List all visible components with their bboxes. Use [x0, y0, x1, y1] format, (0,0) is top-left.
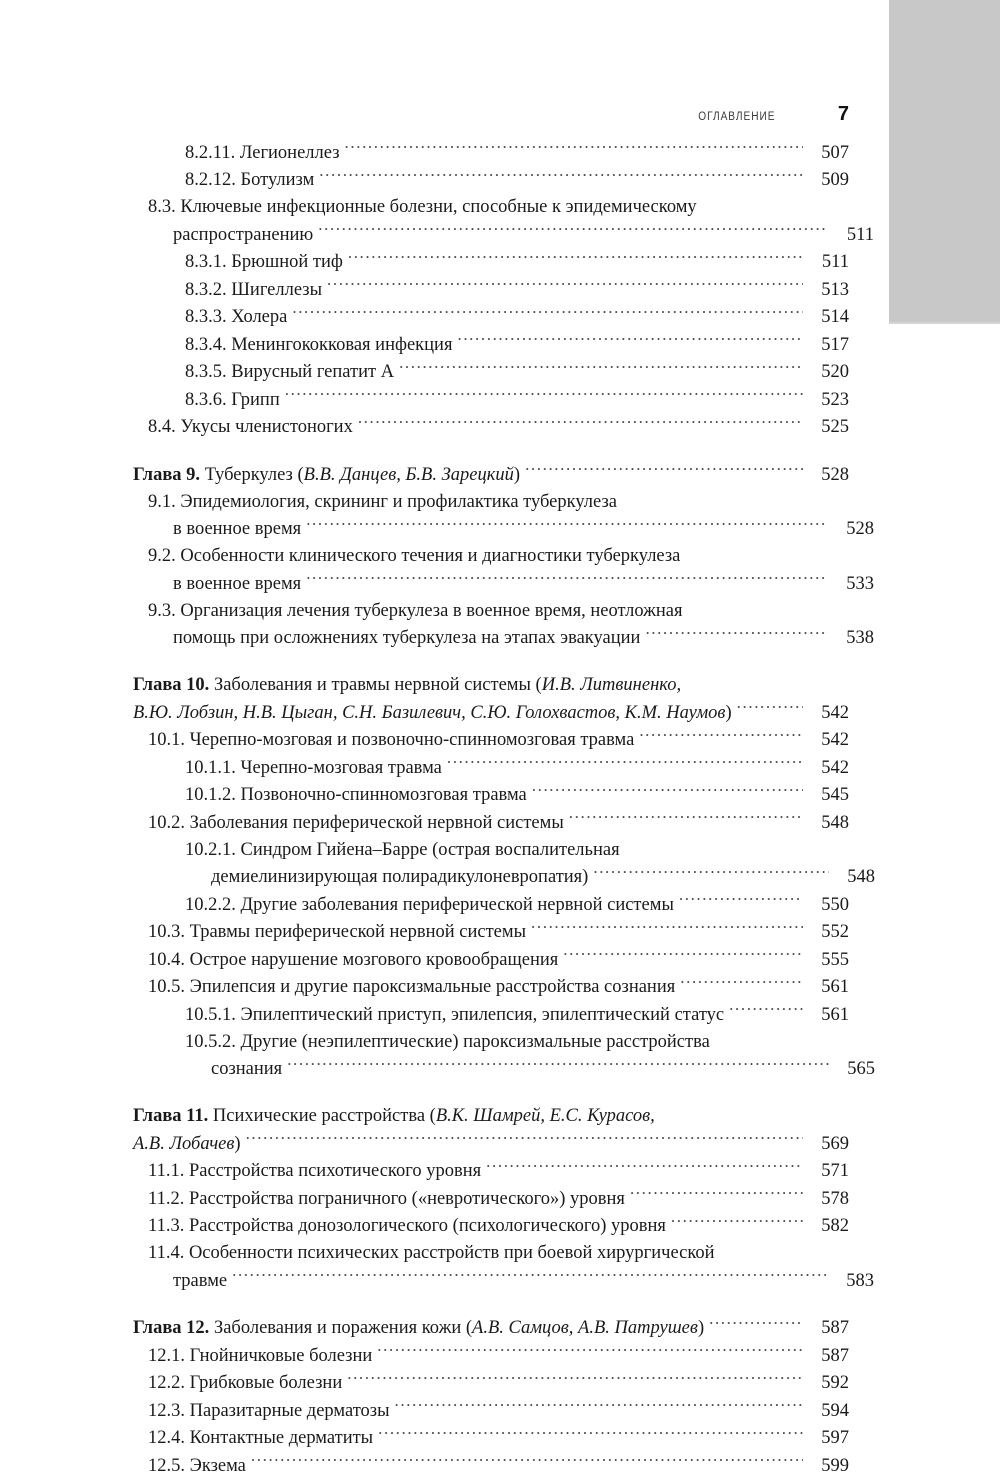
leader-dots [377, 1342, 803, 1361]
entry-label: 10.4. Острое нарушение мозгового кровообращения [148, 949, 559, 970]
entry-page-number: 548 [847, 867, 875, 887]
entry-page-number: 569 [821, 1133, 849, 1154]
entry-label: 11.4. Особенности психических расстройств при боевой хирургической [148, 1243, 715, 1263]
entry-page-number: 542 [821, 757, 849, 778]
chapter-authors-continued [133, 700, 732, 727]
entry-line [148, 1158, 849, 1186]
leader-dots [679, 891, 803, 910]
entry-line [148, 919, 849, 947]
entry-page-number: 517 [821, 334, 849, 355]
leader-dots [531, 919, 803, 938]
chapter-title-tail: ) [725, 702, 732, 723]
entry-line [148, 1370, 849, 1398]
entry-page-number: 542 [821, 730, 849, 750]
chapter-title-tail: ) [697, 1318, 705, 1338]
entry-label: 8.3.4. Менингококковая инфекция [185, 334, 453, 355]
leader-dots [251, 1452, 803, 1471]
chapter-authors: А.В. Самцов, А.В. Патрушев [472, 1318, 698, 1338]
toc-chapter-entry[interactable] [133, 1315, 849, 1343]
entry-page-number: 578 [821, 1188, 849, 1209]
entry-page-number: 555 [821, 949, 849, 970]
leader-dots [447, 754, 803, 773]
toc-section-entry[interactable] [133, 837, 875, 892]
leader-dots [358, 414, 803, 433]
entry-page-number: 528 [846, 519, 874, 539]
leader-dots [569, 809, 803, 828]
entry-label-continued: травме [173, 1270, 228, 1291]
leader-dots [525, 461, 803, 480]
chapter-label [133, 462, 520, 489]
entry-line [148, 570, 874, 598]
entry-label: 8.3.6. Грипп [185, 389, 280, 410]
entry-line [185, 331, 849, 359]
entry-line [185, 864, 875, 892]
toc-section-entry[interactable] [133, 1397, 849, 1425]
entry-page-number: 597 [821, 1428, 849, 1448]
page-folio: 7 [837, 103, 849, 125]
entry-label: 12.1. Гнойничковые болезни [148, 1345, 373, 1366]
entry-page-number: 545 [821, 785, 849, 805]
entry-line [133, 461, 849, 489]
entry-page-number: 538 [846, 628, 874, 648]
chapter-authors-line2: А.В. Лобачев [133, 1133, 235, 1154]
entry-label: 9.3. Организация лечения туберкулеза в военное время, неотложная [148, 600, 683, 621]
entry-line [185, 249, 849, 277]
toc-section-entry[interactable] [133, 359, 849, 387]
entry-label: 8.2.12. Ботулизм [185, 170, 315, 190]
entry-label: 11.1. Расстройства психотического уровня [148, 1161, 482, 1181]
entry-page-number: 587 [821, 1318, 849, 1338]
entry-line [133, 699, 849, 727]
entry-label: 8.3.2. Шигеллезы [185, 279, 323, 300]
leader-dots [285, 386, 803, 405]
toc-section-entry[interactable] [133, 727, 849, 755]
toc-section-entry[interactable] [133, 276, 849, 304]
entry-line [185, 359, 849, 387]
entry-page-number: 599 [821, 1455, 849, 1476]
entry-line [148, 1240, 849, 1267]
leader-dots [532, 782, 803, 801]
toc-section-entry[interactable] [133, 331, 849, 359]
entry-page-number: 520 [821, 362, 849, 382]
toc-section-entry[interactable] [133, 946, 849, 974]
chapter-label [133, 1315, 704, 1342]
chapter-authors: В.В. Данцев, Б.В. Зарецкий [303, 464, 514, 485]
leader-dots [680, 974, 803, 993]
entry-label: 10.3. Травмы периферической нервной системы [148, 922, 527, 942]
toc-section-entry[interactable] [133, 489, 874, 544]
leader-dots [378, 1425, 803, 1444]
leader-dots [347, 1370, 803, 1389]
chapter-title: Заболевания и поражения кожи ( [209, 1318, 473, 1338]
entry-line [185, 1001, 849, 1029]
chapter-authors: И.В. Литвиненко, [541, 675, 682, 695]
toc-section-entry[interactable] [133, 414, 849, 442]
toc-section-entry[interactable] [133, 304, 849, 332]
entry-page-number: 507 [821, 142, 849, 163]
entry-line [185, 891, 849, 919]
entry-label: 12.5. Экзема [148, 1455, 246, 1476]
entry-label: 10.5.1. Эпилептический приступ, эпилепсия, эпилептический статус [185, 1004, 725, 1025]
entry-page-number: 550 [821, 894, 849, 915]
entry-label: 8.3.5. Вирусный гепатит А [185, 362, 395, 382]
toc-section-entry[interactable] [133, 386, 849, 414]
chapter-number: Глава 12. [133, 1318, 210, 1338]
toc-section-entry[interactable] [133, 1001, 849, 1029]
leader-dots [645, 625, 828, 644]
toc-section-entry[interactable] [133, 1240, 874, 1295]
entry-page-number: 583 [846, 1270, 874, 1291]
entry-page-number: 533 [846, 573, 874, 594]
toc-section-entry[interactable] [133, 919, 849, 947]
chapter-title: Заболевания и травмы нервной системы ( [209, 675, 542, 695]
entry-line [133, 1130, 849, 1158]
entry-page-number: 542 [821, 702, 849, 723]
entry-label: 11.3. Расстройства донозологического (психологического) уровня [148, 1216, 666, 1236]
entry-line [148, 1267, 874, 1295]
toc-section-entry[interactable] [133, 1158, 849, 1186]
toc-chapter-entry[interactable] [133, 1103, 849, 1158]
toc-section-entry[interactable] [133, 249, 849, 277]
toc-section-entry[interactable] [133, 1029, 875, 1084]
toc-section-entry[interactable] [133, 139, 849, 167]
entry-page-number: 582 [821, 1216, 849, 1236]
entry-line [148, 809, 849, 837]
entry-label: 10.1.2. Позвоночно-спинномозговая травма [185, 785, 527, 805]
entry-label-continued: в военное время [173, 519, 302, 539]
toc-chapter-entry[interactable] [133, 461, 849, 489]
entry-line [148, 1452, 849, 1480]
entry-label: 8.3.1. Брюшной тиф [185, 252, 343, 272]
chapter-title: Психические расстройства ( [208, 1106, 436, 1126]
toc-section-entry[interactable] [133, 754, 849, 782]
entry-page-number: 561 [821, 977, 849, 997]
leader-dots [306, 516, 828, 535]
table-of-contents [133, 139, 875, 1480]
leader-dots [232, 1267, 828, 1286]
entry-page-number: 509 [821, 170, 849, 190]
entry-line [148, 194, 849, 221]
leader-dots [348, 249, 803, 268]
leader-dots [318, 221, 828, 240]
entry-line [185, 276, 849, 304]
entry-label: 10.1. Черепно-мозговая и позвоночно-спинномозговая травма [148, 730, 635, 750]
entry-label: 10.2.1. Синдром Гийена–Барре (острая воспалительная [185, 839, 620, 860]
entry-line [185, 386, 849, 414]
entry-label: 10.5. Эпилепсия и другие пароксизмальные расстройства сознания [148, 977, 676, 997]
entry-page-number: 561 [821, 1004, 849, 1025]
leader-dots [486, 1158, 803, 1177]
entry-line [148, 1397, 849, 1425]
leader-dots [246, 1130, 803, 1149]
entry-label: 8.4. Укусы членистоногих [148, 417, 353, 437]
entry-line [148, 946, 849, 974]
chapter-title-tail: ) [234, 1133, 241, 1154]
entry-line [185, 754, 849, 782]
entry-page-number: 525 [821, 417, 849, 437]
entry-line [185, 139, 849, 167]
chapter-authors-continued [133, 1131, 241, 1158]
entry-page-number: 511 [821, 252, 849, 272]
toc-chapter-entry[interactable] [133, 672, 849, 727]
leader-dots [287, 1056, 829, 1075]
entry-line [185, 837, 849, 864]
entry-label: 8.3.3. Холера [185, 307, 288, 327]
chapter-label [133, 1103, 655, 1130]
toc-section-entry[interactable] [133, 809, 849, 837]
leader-dots [292, 304, 803, 323]
entry-page-number: 552 [821, 922, 849, 942]
toc-section-entry[interactable] [133, 194, 874, 249]
entry-line [148, 1185, 849, 1213]
leader-dots [327, 276, 803, 295]
entry-line [148, 543, 849, 570]
entry-label-continued: помощь при осложнениях туберкулеза на этапах эвакуации [173, 628, 641, 648]
leader-dots [593, 864, 829, 883]
entry-page-number: 565 [847, 1059, 875, 1079]
leader-dots [729, 1001, 803, 1020]
entry-line [148, 974, 849, 1002]
leader-dots [709, 1315, 803, 1334]
toc-section-entry[interactable] [133, 1452, 849, 1480]
leader-dots [399, 359, 803, 378]
leader-dots [345, 139, 803, 158]
entry-label: 10.2.2. Другие заболевания периферической нервной системы [185, 894, 674, 915]
entry-line [185, 1056, 875, 1084]
entry-label-continued: в военное время [173, 573, 302, 594]
chapter-number: Глава 9. [133, 464, 201, 485]
entry-label-continued: распространению [173, 224, 314, 245]
entry-label: 10.1.1. Черепно-мозговая травма [185, 757, 442, 778]
entry-label: 10.5.2. Другие (неэпилептические) пароксизмальные расстройства [185, 1031, 710, 1052]
entry-line [185, 1029, 849, 1056]
toc-section-entry[interactable] [133, 891, 849, 919]
toc-section-entry[interactable] [133, 974, 849, 1002]
toc-section-entry[interactable] [133, 1370, 849, 1398]
leader-dots [563, 946, 803, 965]
leader-dots [639, 727, 803, 746]
leader-dots [630, 1185, 803, 1204]
chapter-title: Туберкулез ( [200, 464, 304, 485]
toc-section-entry[interactable] [133, 1213, 849, 1241]
chapter-label [133, 672, 681, 699]
entry-line [148, 414, 849, 442]
entry-page-number: 511 [846, 224, 874, 245]
entry-line [133, 672, 849, 699]
entry-label: 9.1. Эпидемиология, скрининг и профилактика туберкулеза [148, 491, 617, 512]
entry-label-continued: демиелинизирующая полирадикулоневропатия) [211, 867, 589, 887]
entry-page-number: 594 [821, 1400, 849, 1421]
chapter-authors-line2: В.Ю. Лобзин, Н.В. Цыган, С.Н. Базилевич, С.Ю. Голохвастов, К.М. Наумов [133, 702, 726, 723]
entry-label: 12.4. Контактные дерматиты [148, 1428, 374, 1448]
entry-label-continued: сознания [211, 1059, 283, 1079]
chapter-title-tail: ) [513, 464, 521, 485]
leader-dots [319, 167, 803, 186]
entry-page-number: 523 [821, 389, 849, 410]
toc-section-entry[interactable] [133, 782, 849, 810]
entry-line [148, 221, 874, 249]
entry-line [133, 1315, 849, 1343]
leader-dots [671, 1213, 803, 1232]
entry-page-number: 571 [821, 1161, 849, 1181]
entry-line [148, 1213, 849, 1241]
entry-label: 12.3. Паразитарные дерматозы [148, 1400, 390, 1421]
entry-line [148, 489, 849, 516]
leader-dots [306, 570, 828, 589]
entry-line [185, 304, 849, 332]
entry-label: 8.3. Ключевые инфекционные болезни, способные к эпидемическому [148, 197, 697, 217]
entry-line [148, 598, 849, 625]
entry-label: 9.2. Особенности клинического течения и диагностики туберкулеза [148, 546, 681, 566]
leader-dots [457, 331, 803, 350]
toc-section-entry[interactable] [133, 167, 849, 195]
entry-page-number: 587 [821, 1345, 849, 1366]
toc-section-entry[interactable] [133, 1342, 849, 1370]
entry-label: 8.2.11. Легионеллез [185, 142, 340, 163]
entry-page-number: 528 [821, 464, 849, 485]
entry-label: 12.2. Грибковые болезни [148, 1373, 343, 1393]
entry-page-number: 548 [821, 812, 849, 833]
entry-label: 10.2. Заболевания периферической нервной системы [148, 812, 564, 833]
entry-line [148, 625, 874, 653]
entry-line [148, 727, 849, 755]
entry-label: 11.2. Расстройства пограничного («невротического») уровня [148, 1188, 625, 1209]
chapter-authors: В.К. Шамрей, Е.С. Курасов, [435, 1106, 655, 1126]
running-head [133, 103, 849, 126]
chapter-number: Глава 11. [133, 1106, 209, 1126]
entry-line [148, 1342, 849, 1370]
entry-page-number: 514 [821, 307, 849, 327]
toc-section-entry[interactable] [133, 598, 874, 653]
entry-line [185, 782, 849, 810]
chapter-number: Глава 10. [133, 675, 210, 695]
entry-line [133, 1103, 849, 1130]
toc-section-entry[interactable] [133, 543, 874, 598]
running-head-label: ОГЛАВЛЕНИЕ [698, 111, 776, 123]
leader-dots [395, 1397, 803, 1416]
entry-page-number: 513 [821, 279, 849, 300]
entry-page-number: 592 [821, 1373, 849, 1393]
toc-section-entry[interactable] [133, 1185, 849, 1213]
leader-dots [737, 699, 803, 718]
entry-line [148, 516, 874, 544]
entry-line [185, 167, 849, 195]
